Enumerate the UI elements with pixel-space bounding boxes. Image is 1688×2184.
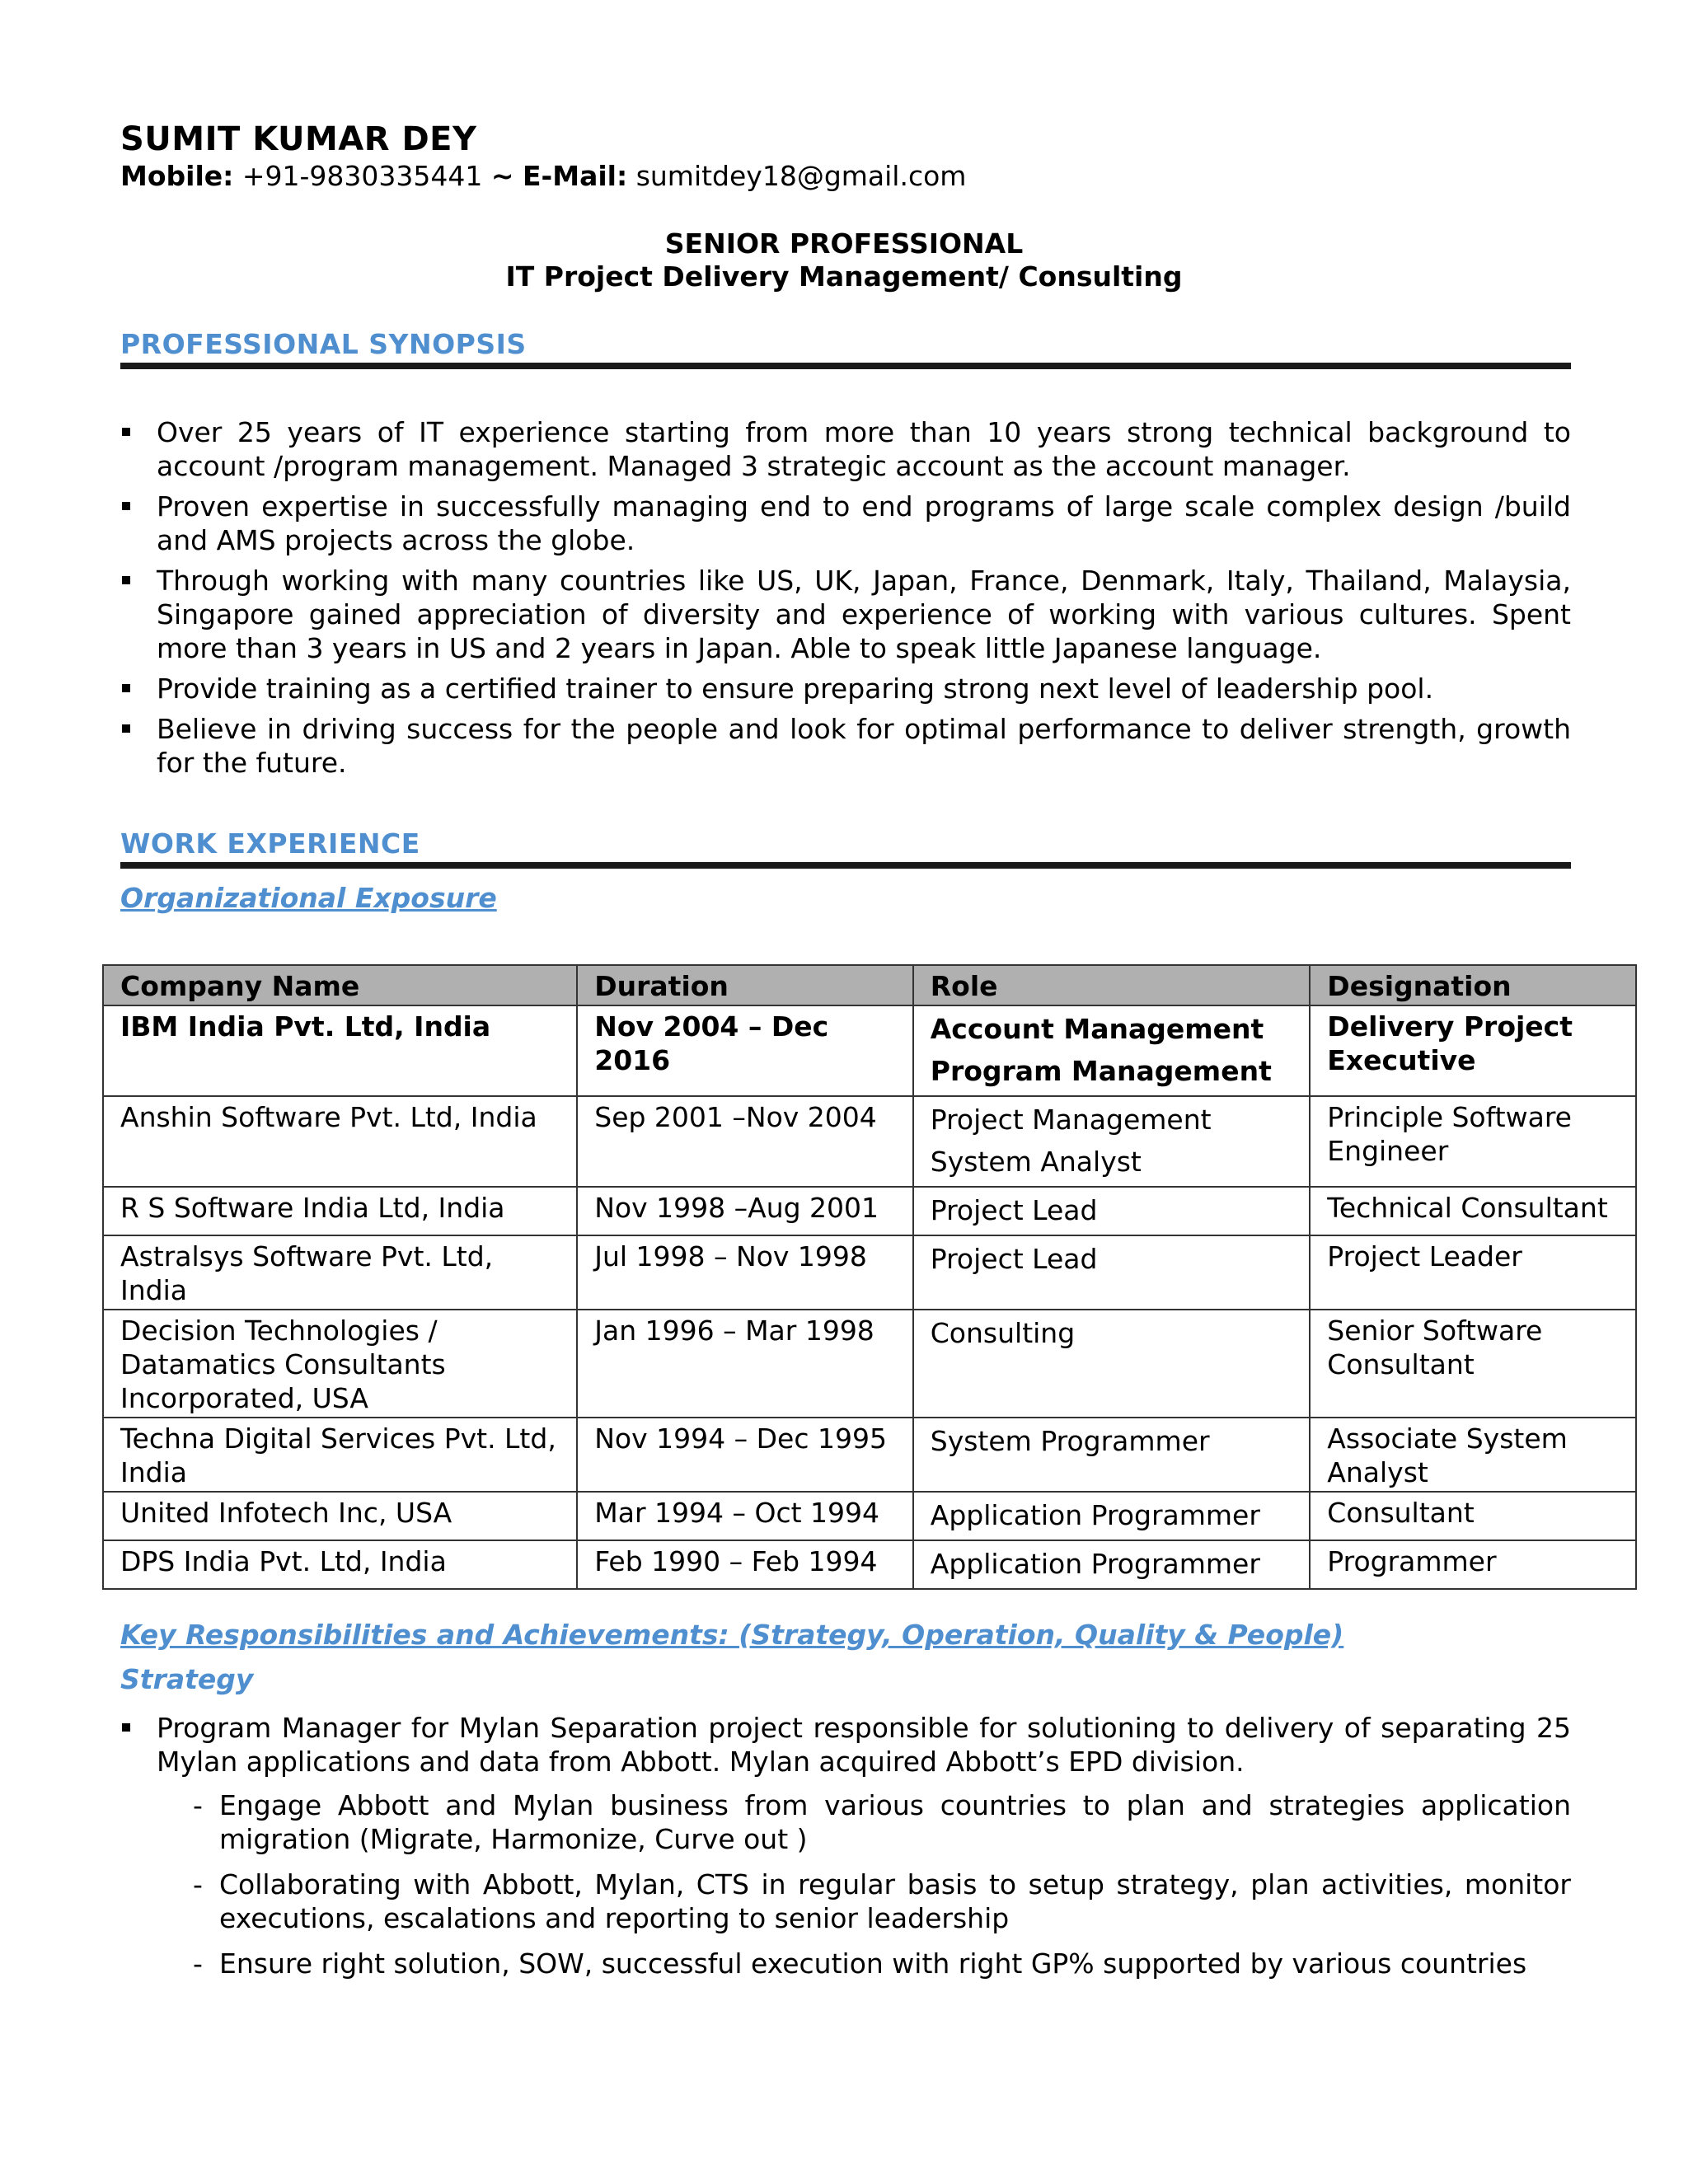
list-item: Believe in driving success for the people and look for optimal performance to deliver strength, growth for the future. <box>120 712 1571 780</box>
duration-cell: Jan 1996 – Mar 1998 <box>577 1310 913 1418</box>
list-item: Program Manager for Mylan Separation project responsible for solutioning to delivery of separating 25 Mylan applications and data from Abbott. Mylan acquired Abbott’s EPD division. <box>120 1711 1571 1779</box>
duration-cell: Mar 1994 – Oct 1994 <box>577 1492 913 1540</box>
column-header: Designation <box>1310 965 1636 1005</box>
company-cell: DPS India Pvt. Ltd, India <box>103 1540 577 1589</box>
list-item: - Ensure right solution, SOW, successful execution with right GP% supported by various countries <box>193 1947 1527 1980</box>
candidate-name: SUMIT KUMAR DEY <box>120 120 477 158</box>
contact-line <box>120 160 966 192</box>
section-divider <box>120 363 1571 369</box>
role-cell: Project Lead <box>913 1235 1311 1310</box>
duration-cell: Nov 1994 – Dec 1995 <box>577 1418 913 1492</box>
company-cell: Anshin Software Pvt. Ltd, India <box>103 1096 577 1187</box>
table-row <box>103 1235 1636 1310</box>
strategy-list <box>120 1711 1571 1785</box>
duration-cell: Feb 1990 – Feb 1994 <box>577 1540 913 1589</box>
column-header: Role <box>913 965 1311 1005</box>
list-item: - Engage Abbott and Mylan business from various countries to plan and strategies application migration (Migrate, Harmonize, Curve out ) <box>193 1789 1571 1855</box>
bullet-square-icon <box>122 1723 130 1732</box>
table-row <box>103 1540 1636 1589</box>
role-cell: Application Programmer <box>913 1540 1311 1589</box>
section-divider <box>120 862 1571 869</box>
email-label: E-Mail: <box>523 160 628 192</box>
designation-cell: Consultant <box>1310 1492 1636 1540</box>
list-item: - Collaborating with Abbott, Mylan, CTS in regular basis to setup strategy, plan activities, monitor executions, escalations and reporting to senior leadership <box>193 1868 1571 1934</box>
duration-cell: Sep 2001 –Nov 2004 <box>577 1096 913 1187</box>
organizational-exposure-heading: Organizational Exposure <box>120 882 497 914</box>
email-address: sumitdey18@gmail.com <box>635 160 967 192</box>
role-cell: Account Management Program Management <box>913 1005 1311 1096</box>
synopsis-list <box>120 415 1571 786</box>
bullet-square-icon <box>122 502 130 510</box>
designation-cell: Technical Consultant <box>1310 1187 1636 1235</box>
strategy-heading: Strategy <box>120 1663 254 1695</box>
role-cell: Consulting <box>913 1310 1311 1418</box>
title-line-1: SENIOR PROFESSIONAL <box>664 227 1024 260</box>
role-cell: System Programmer <box>913 1418 1311 1492</box>
designation-cell: Principle Software Engineer <box>1310 1096 1636 1187</box>
column-header: Duration <box>577 965 913 1005</box>
mobile-label: Mobile: <box>120 160 234 192</box>
table-row <box>103 1096 1636 1187</box>
company-cell: United Infotech Inc, USA <box>103 1492 577 1540</box>
company-cell: Techna Digital Services Pvt. Ltd, India <box>103 1418 577 1492</box>
duration-cell: Nov 2004 – Dec 2016 <box>577 1005 913 1096</box>
role-cell: Application Programmer <box>913 1492 1311 1540</box>
synopsis-heading: PROFESSIONAL SYNOPSIS <box>120 328 527 360</box>
table-row <box>103 1187 1636 1235</box>
role-cell: Project Management System Analyst <box>913 1096 1311 1187</box>
table-row <box>103 1310 1636 1418</box>
company-cell: IBM India Pvt. Ltd, India <box>103 1005 577 1096</box>
company-cell: Astralsys Software Pvt. Ltd, India <box>103 1235 577 1310</box>
list-item: Proven expertise in successfully managing end to end programs of large scale complex design /build and AMS projects across the globe. <box>120 490 1571 557</box>
column-header: Company Name <box>103 965 577 1005</box>
duration-cell: Jul 1998 – Nov 1998 <box>577 1235 913 1310</box>
strategy-sub-list <box>190 1788 1571 1992</box>
table-header-row <box>103 965 1636 1005</box>
designation-cell: Project Leader <box>1310 1235 1636 1310</box>
title-line-2: IT Project Delivery Management/ Consulting <box>505 260 1183 293</box>
work-experience-heading: WORK EXPERIENCE <box>120 827 420 860</box>
designation-cell: Senior Software Consultant <box>1310 1310 1636 1418</box>
bullet-square-icon <box>122 576 130 584</box>
duration-cell: Nov 1998 –Aug 2001 <box>577 1187 913 1235</box>
contact-separator: ~ <box>490 160 514 192</box>
designation-cell: Programmer <box>1310 1540 1636 1589</box>
company-cell: Decision Technologies / Datamatics Consultants Incorporated, USA <box>103 1310 577 1418</box>
mobile-number: +91-9830335441 <box>241 160 483 192</box>
list-item: Through working with many countries like US, UK, Japan, France, Denmark, Italy, Thailand, Malaysia, Singapore gained appreciation of diversity and experience of working with various cultures. Spent more than 3 years in US and 2 years in Japan. Able to speak little Japanese language. <box>120 564 1571 665</box>
bullet-square-icon <box>122 428 130 436</box>
role-cell: Project Lead <box>913 1187 1311 1235</box>
table-row <box>103 1418 1636 1492</box>
list-item: Over 25 years of IT experience starting from more than 10 years strong technical background to account /program management. Managed 3 strategic account as the account manager. <box>120 415 1571 483</box>
designation-cell: Delivery Project Executive <box>1310 1005 1636 1096</box>
experience-table <box>102 964 1637 1590</box>
designation-cell: Associate System Analyst <box>1310 1418 1636 1492</box>
bullet-square-icon <box>122 724 130 733</box>
list-item: Provide training as a certified trainer to ensure preparing strong next level of leadership pool. <box>120 672 1571 705</box>
table-row <box>103 1492 1636 1540</box>
table-row <box>103 1005 1636 1096</box>
responsibilities-heading: Key Responsibilities and Achievements: (Strategy, Operation, Quality & People) <box>120 1619 1344 1651</box>
company-cell: R S Software India Ltd, India <box>103 1187 577 1235</box>
bullet-square-icon <box>122 684 130 692</box>
